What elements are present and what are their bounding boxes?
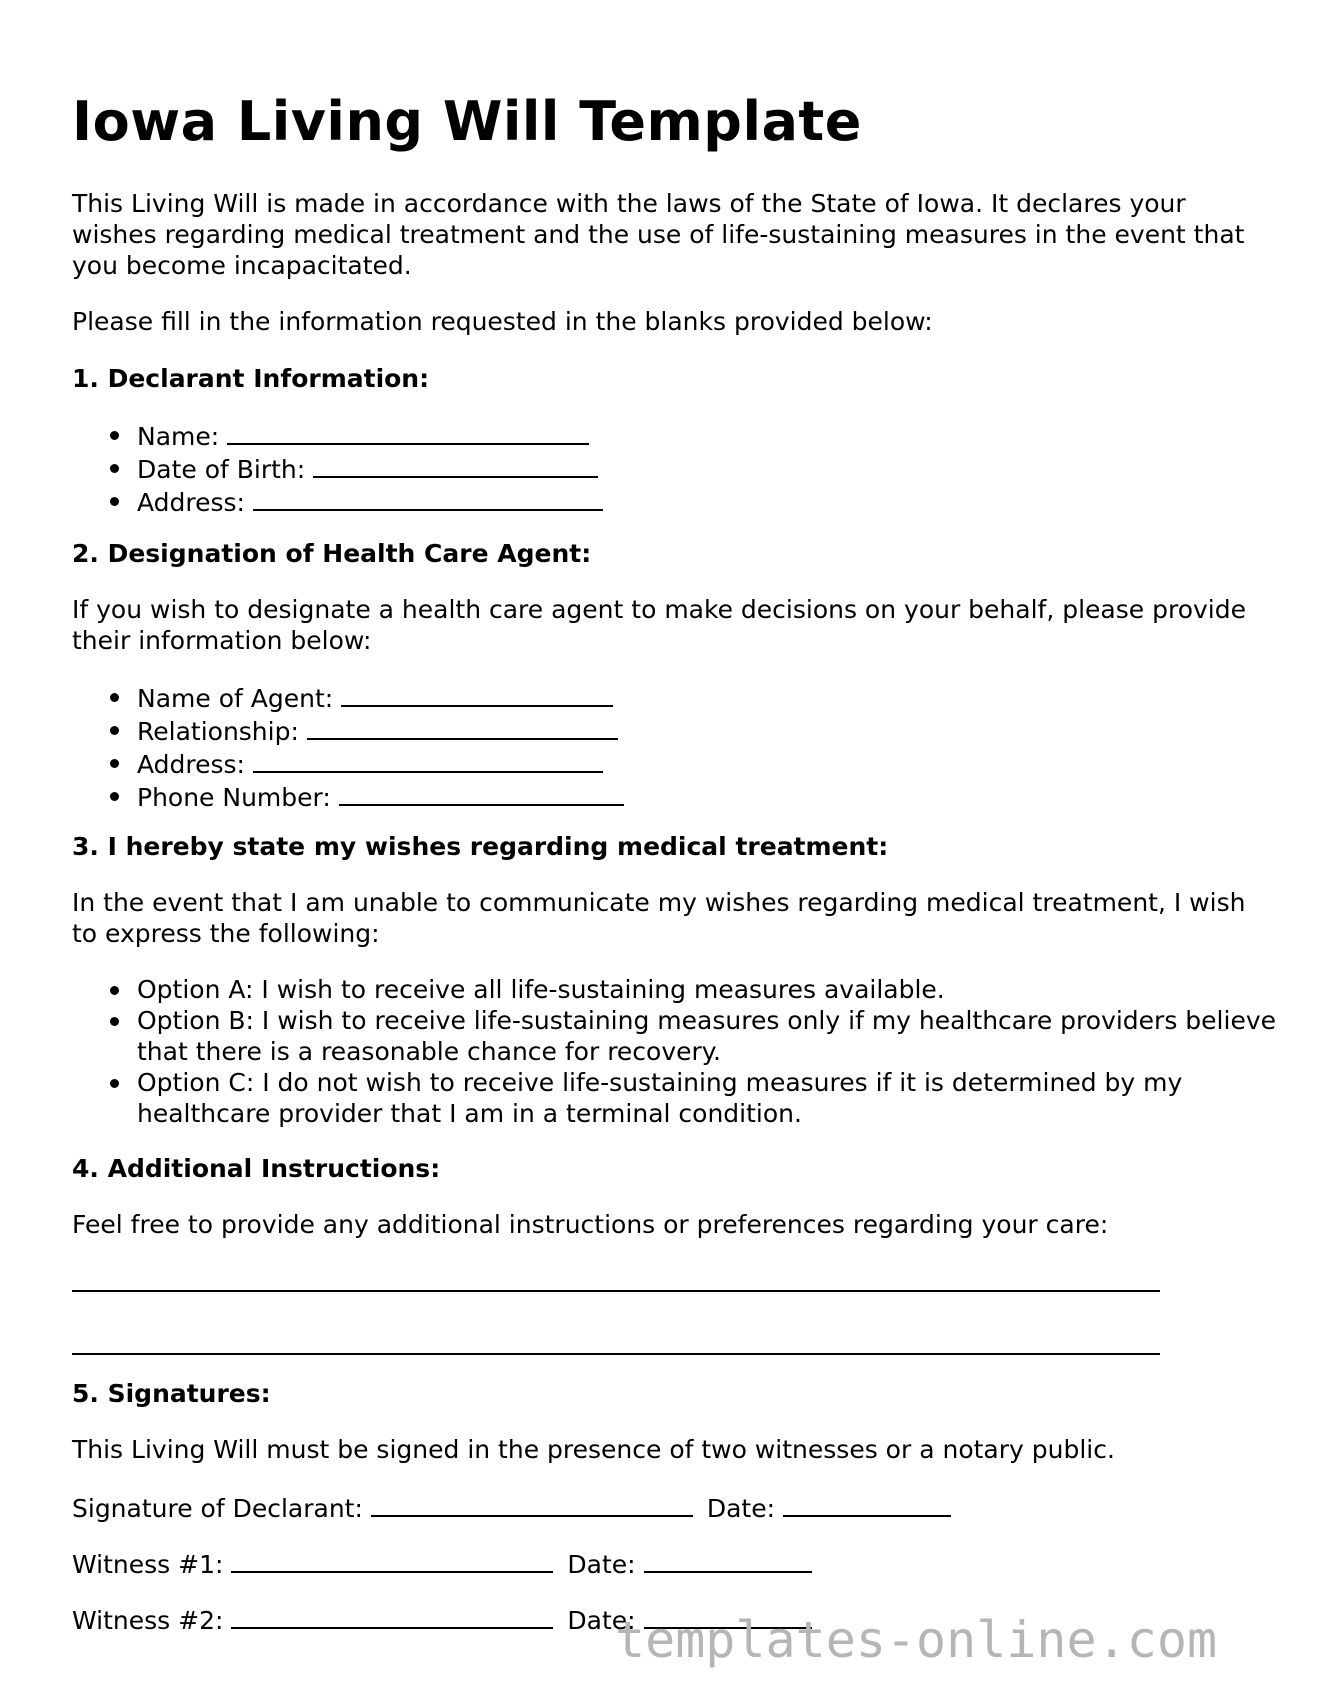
phone-number-blank-field[interactable]	[339, 780, 624, 806]
field-label: Name:	[137, 422, 220, 451]
section-3-heading: 3. I hereby state my wishes regarding medical treatment:	[72, 832, 889, 861]
name-blank-field[interactable]	[227, 419, 589, 445]
section-1-heading: 1. Declarant Information:	[72, 364, 430, 393]
date-of-birth-blank-field[interactable]	[313, 452, 598, 478]
section-4-heading: 4. Additional Instructions:	[72, 1154, 441, 1183]
declarant-fields-list	[72, 419, 1287, 518]
list-item: Option C: I do not wish to receive life-sustaining measures if it is determined by my healthcare provider that I am in a terminal condition.	[72, 1067, 1287, 1129]
witness-1-row	[72, 1547, 812, 1580]
date-label: Date:	[567, 1606, 636, 1635]
field-label: Phone Number:	[137, 783, 331, 812]
declarant-signature-label: Signature of Declarant:	[72, 1494, 363, 1523]
date-label: Date:	[706, 1494, 776, 1523]
declarant-signature-field[interactable]	[371, 1491, 693, 1517]
address-blank-field[interactable]	[253, 485, 603, 511]
additional-instructions-line-1[interactable]	[72, 1290, 1160, 1292]
list-item: Option A: I wish to receive all life-sustaining measures available.	[72, 974, 1287, 1005]
declarant-signature-row	[72, 1491, 951, 1524]
agent-fields-list	[72, 681, 1287, 813]
section-2-paragraph: If you wish to designate a health care agent to make decisions on your behalf, please provide their information below:	[72, 595, 1246, 655]
witness-1-label: Witness #1:	[72, 1550, 224, 1579]
instruction-paragraph: Please fill in the information requested in the blanks provided below:	[72, 307, 933, 336]
field-label: Relationship:	[137, 717, 299, 746]
field-label: Address:	[137, 750, 245, 779]
list-item: Option B: I wish to receive life-sustaining measures only if my healthcare providers believe that there is a reasonable chance for recovery.	[72, 1005, 1287, 1067]
date-label: Date:	[567, 1550, 636, 1579]
list-item	[72, 714, 1287, 747]
witness-2-label: Witness #2:	[72, 1606, 224, 1635]
witness-1-date-field[interactable]	[644, 1547, 812, 1573]
list-item	[72, 452, 1287, 485]
watermark-text: templates-online.com	[615, 1611, 1218, 1669]
section-2-heading: 2. Designation of Health Care Agent:	[72, 539, 592, 568]
list-item	[72, 485, 1287, 518]
intro-paragraph: This Living Will is made in accordance with the laws of the State of Iowa. It declares your wishes regarding medical treatment and the use of life-sustaining measures in the event that you become incapacitated.	[72, 189, 1245, 280]
field-label: Name of Agent:	[137, 684, 334, 713]
field-label: Address:	[137, 488, 245, 517]
list-item	[72, 419, 1287, 452]
additional-instructions-line-2[interactable]	[72, 1353, 1160, 1355]
declarant-date-field[interactable]	[783, 1491, 951, 1517]
section-5-paragraph: This Living Will must be signed in the presence of two witnesses or a notary public.	[72, 1435, 1115, 1464]
list-item	[72, 681, 1287, 714]
list-item	[72, 780, 1287, 813]
witness-1-signature-field[interactable]	[231, 1547, 553, 1573]
section-3-paragraph: In the event that I am unable to communicate my wishes regarding medical treatment, I wish to express the following:	[72, 888, 1246, 948]
agent-name-blank-field[interactable]	[341, 681, 613, 707]
page-title: Iowa Living Will Template	[72, 90, 862, 153]
field-label: Date of Birth:	[137, 455, 306, 484]
witness-2-signature-field[interactable]	[231, 1603, 553, 1629]
list-item	[72, 747, 1287, 780]
section-4-paragraph: Feel free to provide any additional instructions or preferences regarding your care:	[72, 1210, 1109, 1239]
section-5-heading: 5. Signatures:	[72, 1379, 271, 1408]
relationship-blank-field[interactable]	[307, 714, 618, 740]
agent-address-blank-field[interactable]	[253, 747, 603, 773]
treatment-options-list	[72, 974, 1287, 1129]
